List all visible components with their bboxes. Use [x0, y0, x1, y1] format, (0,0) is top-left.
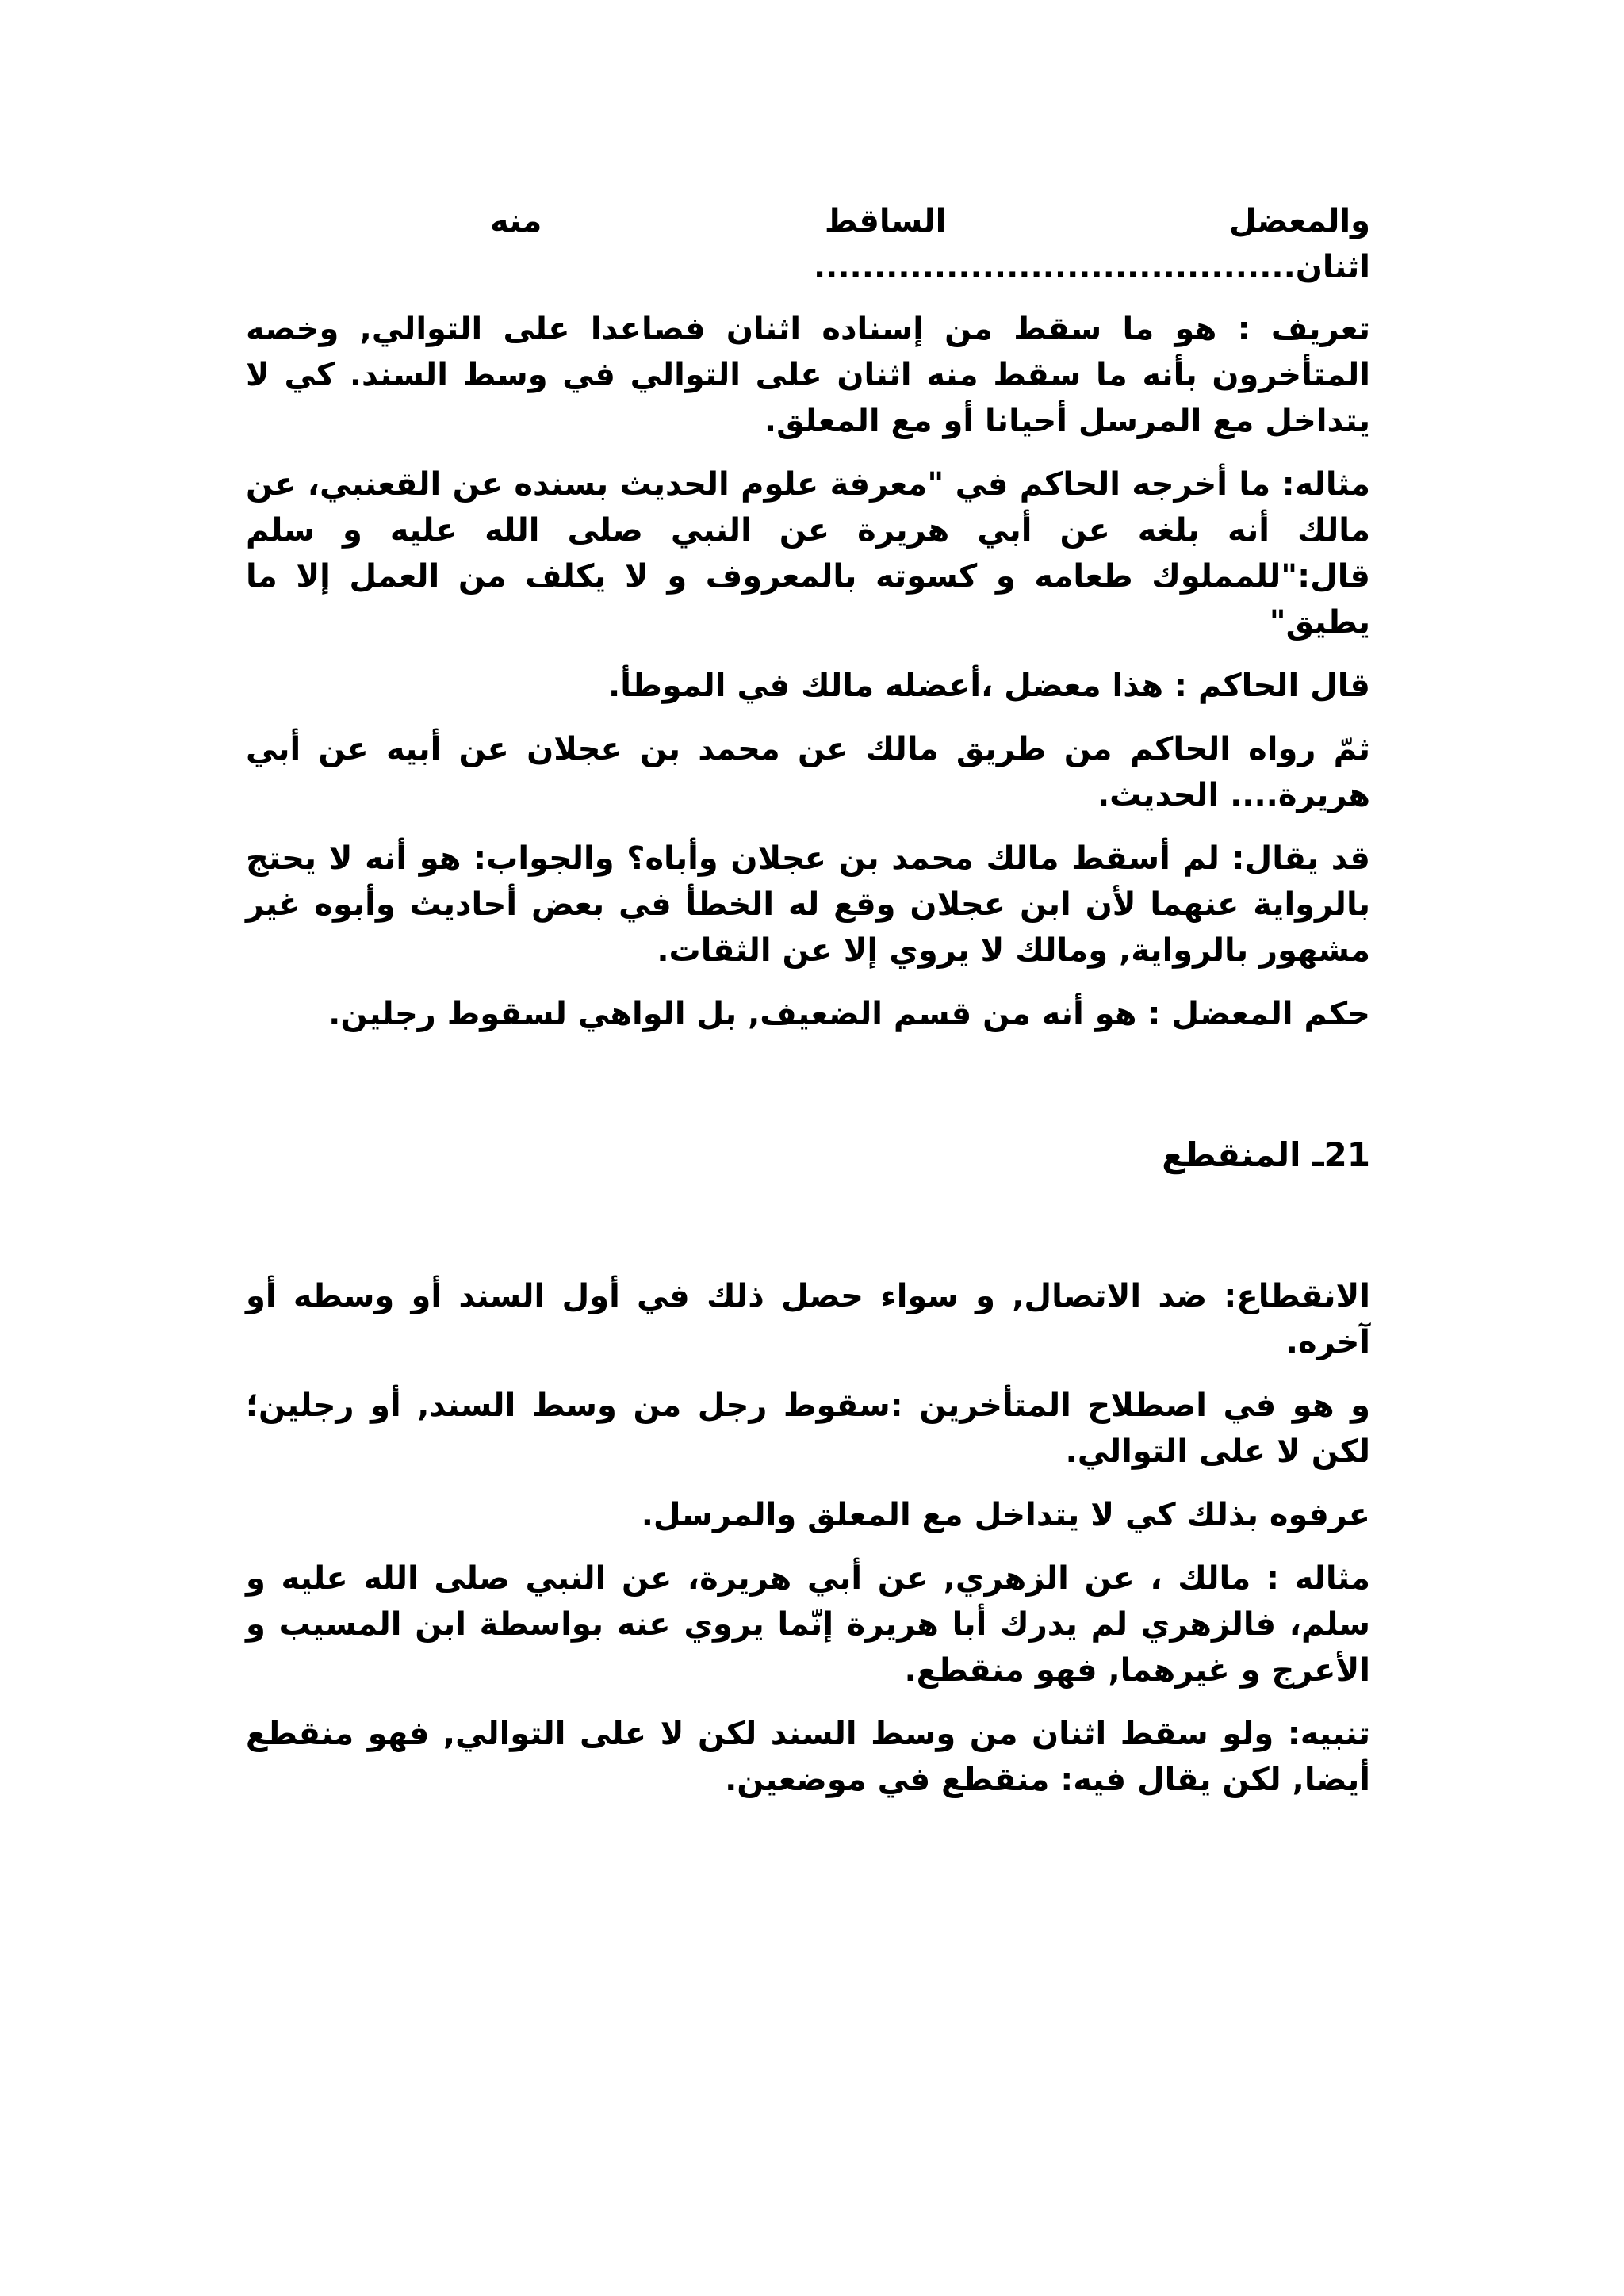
- mudal-hakim-comment: قال الحاكم : هذا معضل ،أعضله مالك في الموطأ.: [608, 668, 1370, 704]
- mudal-definition: تعريف : هو ما سقط من إسناده اثنان فصاعدا على التوالي, وخصه المتأخرون بأنه ما سقط منه اثنان على التوالي في وسط السند. كي لا يتداخل مع المرسل أحيانا أو مع المعلق.: [246, 311, 1370, 439]
- munqati-heading: 21ـ المنقطع: [1162, 1135, 1370, 1174]
- munqati-note: تنبيه: ولو سقط اثنان من وسط السند لكن لا على التوالي, فهو منقطع أيضا, لكن يقال فيه: منقطع في موضعين.: [246, 1716, 1370, 1798]
- munqati-reason: عرفوه بذلك كي لا يتداخل مع المعلق والمرسل.: [641, 1497, 1370, 1533]
- mudal-example: مثاله: ما أخرجه الحاكم في "معرفة علوم الحديث بسنده عن القعنبي، عن مالك أنه بلغه عن أبي هريرة عن النبي صلى الله عليه و سلم قال:"للمملوك طعامه و كسوته بالمعروف و لا يكلف من العمل إلا ما يطيق": [246, 466, 1370, 641]
- section-title: [490, 198, 1370, 244]
- mudal-ruling: حكم المعضل : هو أنه من قسم الضعيف, بل الواهي لسقوط رجلين.: [328, 996, 1370, 1032]
- title-continuation: اثنان........................................: [813, 249, 1370, 285]
- title-word-minhu: منه: [490, 203, 542, 239]
- munqati-linguistic-definition: الانقطاع: ضد الاتصال, و سواء حصل ذلك في أول السند أو وسطه أو آخره.: [246, 1278, 1370, 1360]
- document-page: [246, 198, 1370, 1820]
- title-word-saqit: الساقط: [824, 203, 947, 239]
- munqati-technical-definition: و هو في اصطلاح المتأخرين :سقوط رجل من وسط السند, أو رجلين؛ لكن لا على التوالي.: [246, 1387, 1370, 1470]
- mudal-hakim-narration: ثمّ رواه الحاكم من طريق مالك عن محمد بن عجلان عن أبيه عن أبي هريرة.... الحديث.: [246, 731, 1370, 813]
- munqati-example: مثاله : مالك ، عن الزهري, عن أبي هريرة، عن النبي صلى الله عليه و سلم، فالزهري لم يدرك أبا هريرة إنّما يروي عنه بواسطة ابن المسيب و الأعرج و غيرهما, فهو منقطع.: [246, 1560, 1370, 1689]
- title-word-mudal: والمعضل: [1228, 203, 1370, 239]
- mudal-question-answer: قد يقال: لم أسقط مالك محمد بن عجلان وأباه؟ والجواب: هو أنه لا يحتج بالرواية عنهما لأن ابن عجلان وقع له الخطأ في بعض أحاديث وأبوه غير مشهور بالرواية, ومالك لا يروي إلا عن الثقات.: [246, 840, 1370, 969]
